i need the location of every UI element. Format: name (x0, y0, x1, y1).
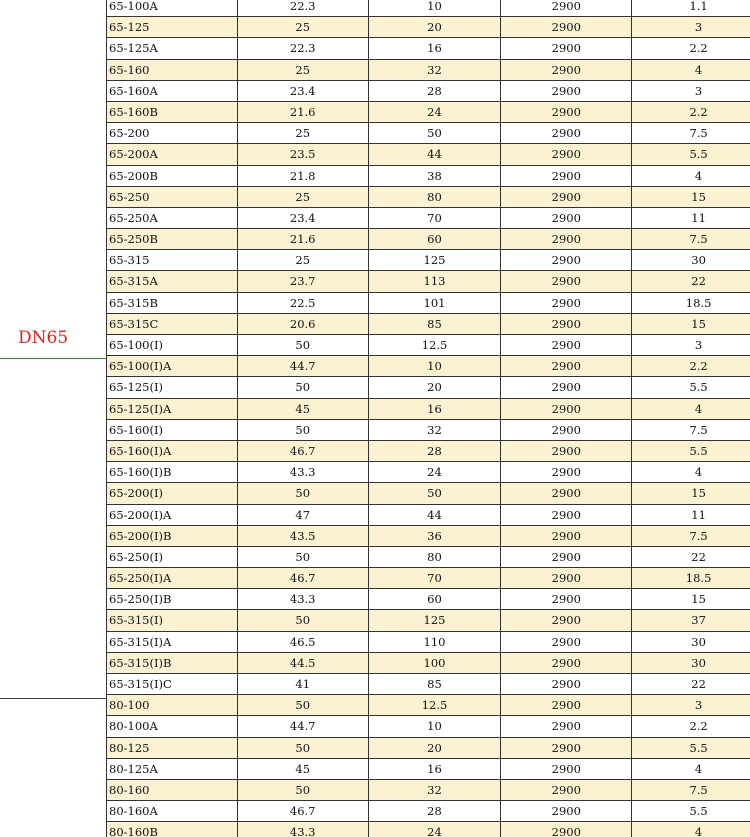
cell-head[interactable]: 23.7 (238, 271, 369, 291)
cell-model[interactable]: 80-125A (107, 759, 238, 779)
cell-power[interactable]: 4 (632, 462, 750, 482)
cell-head[interactable]: 46.7 (238, 568, 369, 588)
table-row[interactable] (106, 610, 750, 631)
table-row[interactable] (106, 250, 750, 271)
cell-power[interactable]: 30 (632, 250, 750, 270)
table-row[interactable] (106, 102, 750, 123)
cell-model[interactable]: 65-250B (107, 229, 238, 249)
cell-model[interactable]: 65-160(I)A (107, 441, 238, 461)
cell-power[interactable]: 37 (632, 610, 750, 630)
cell-speed[interactable]: 2900 (501, 547, 632, 567)
cell-power[interactable]: 5.5 (632, 801, 750, 821)
table-row[interactable] (106, 271, 750, 292)
cell-head[interactable]: 25 (238, 250, 369, 270)
cell-head[interactable]: 50 (238, 695, 369, 715)
cell-flow[interactable]: 60 (369, 589, 502, 609)
group-separator-black (0, 698, 106, 699)
cell-model[interactable]: 80-160 (107, 780, 238, 800)
cell-model[interactable]: 80-100A (107, 716, 238, 736)
cell-head[interactable]: 50 (238, 780, 369, 800)
table-row[interactable] (106, 441, 750, 462)
cell-speed[interactable]: 2900 (501, 166, 632, 186)
cell-model[interactable]: 80-160A (107, 801, 238, 821)
cell-model[interactable]: 65-200(I)B (107, 526, 238, 546)
cell-flow[interactable]: 85 (369, 314, 502, 334)
cell-power[interactable]: 3 (632, 695, 750, 715)
cell-speed[interactable]: 2900 (501, 60, 632, 80)
cell-power[interactable]: 7.5 (632, 123, 750, 143)
cell-flow[interactable]: 10 (369, 716, 502, 736)
cell-speed[interactable]: 2900 (501, 505, 632, 525)
cell-model[interactable]: 65-160A (107, 81, 238, 101)
cell-model[interactable]: 65-315B (107, 293, 238, 313)
cell-speed[interactable]: 2900 (501, 483, 632, 503)
cell-model[interactable]: 65-100A (107, 0, 238, 16)
cell-power[interactable]: 5.5 (632, 144, 750, 164)
cell-power[interactable]: 2.2 (632, 716, 750, 736)
cell-model[interactable]: 65-100(I)A (107, 356, 238, 376)
cell-model[interactable]: 80-125 (107, 738, 238, 758)
cell-flow[interactable]: 101 (369, 293, 502, 313)
cell-flow[interactable]: 28 (369, 441, 502, 461)
cell-speed[interactable]: 2900 (501, 822, 632, 837)
table-row[interactable] (106, 738, 750, 759)
table-row[interactable] (106, 526, 750, 547)
table-row[interactable] (106, 17, 750, 38)
table-row[interactable] (106, 166, 750, 187)
cell-flow[interactable]: 24 (369, 822, 502, 837)
table-row[interactable] (106, 801, 750, 822)
cell-speed[interactable]: 2900 (501, 653, 632, 673)
cell-head[interactable]: 50 (238, 335, 369, 355)
cell-head[interactable]: 21.6 (238, 229, 369, 249)
cell-model[interactable]: 65-315(I) (107, 610, 238, 630)
cell-model[interactable]: 65-160 (107, 60, 238, 80)
cell-power[interactable]: 5.5 (632, 441, 750, 461)
table-row[interactable] (106, 716, 750, 737)
cell-head[interactable]: 25 (238, 123, 369, 143)
cell-power[interactable]: 7.5 (632, 420, 750, 440)
group-label-column (0, 0, 106, 837)
cell-flow[interactable]: 38 (369, 166, 502, 186)
table-row[interactable] (106, 356, 750, 377)
cell-flow[interactable]: 28 (369, 81, 502, 101)
cell-speed[interactable]: 2900 (501, 229, 632, 249)
cell-model[interactable]: 65-250A (107, 208, 238, 228)
cell-speed[interactable]: 2900 (501, 526, 632, 546)
cell-flow[interactable]: 125 (369, 250, 502, 270)
cell-power[interactable]: 30 (632, 632, 750, 652)
table-row[interactable] (106, 293, 750, 314)
cell-flow[interactable]: 80 (369, 547, 502, 567)
table-row[interactable] (106, 568, 750, 589)
cell-head[interactable]: 43.5 (238, 526, 369, 546)
table-row[interactable] (106, 38, 750, 59)
cell-head[interactable]: 43.3 (238, 822, 369, 837)
cell-head[interactable]: 50 (238, 610, 369, 630)
cell-speed[interactable]: 2900 (501, 674, 632, 694)
cell-head[interactable]: 50 (238, 377, 369, 397)
cell-model[interactable]: 65-250(I)B (107, 589, 238, 609)
table-row[interactable] (106, 335, 750, 356)
cell-head[interactable]: 41 (238, 674, 369, 694)
pump-spec-table (106, 0, 750, 837)
cell-head[interactable]: 25 (238, 187, 369, 207)
cell-model[interactable]: 65-315(I)A (107, 632, 238, 652)
cell-flow[interactable]: 110 (369, 632, 502, 652)
cell-flow[interactable]: 10 (369, 0, 502, 16)
cell-model[interactable]: 65-315(I)B (107, 653, 238, 673)
cell-speed[interactable]: 2900 (501, 568, 632, 588)
cell-speed[interactable]: 2900 (501, 144, 632, 164)
cell-power[interactable]: 15 (632, 314, 750, 334)
cell-head[interactable]: 46.7 (238, 441, 369, 461)
cell-speed[interactable]: 2900 (501, 38, 632, 58)
cell-flow[interactable]: 20 (369, 377, 502, 397)
cell-speed[interactable]: 2900 (501, 17, 632, 37)
cell-speed[interactable]: 2900 (501, 102, 632, 122)
cell-speed[interactable]: 2900 (501, 293, 632, 313)
table-row[interactable] (106, 208, 750, 229)
cell-flow[interactable]: 100 (369, 653, 502, 673)
cell-speed[interactable]: 2900 (501, 377, 632, 397)
cell-head[interactable]: 43.3 (238, 462, 369, 482)
cell-head[interactable]: 47 (238, 505, 369, 525)
cell-model[interactable]: 65-100(I) (107, 335, 238, 355)
cell-model[interactable]: 65-200(I)A (107, 505, 238, 525)
cell-model[interactable]: 65-125A (107, 38, 238, 58)
cell-flow[interactable]: 36 (369, 526, 502, 546)
table-row[interactable] (106, 420, 750, 441)
cell-head[interactable]: 50 (238, 483, 369, 503)
cell-flow[interactable]: 70 (369, 208, 502, 228)
group-label-dn65: DN65 (18, 328, 69, 348)
cell-power[interactable]: 22 (632, 271, 750, 291)
cell-power[interactable]: 15 (632, 589, 750, 609)
cell-power[interactable]: 22 (632, 547, 750, 567)
cell-head[interactable]: 50 (238, 547, 369, 567)
table-row[interactable] (106, 0, 750, 17)
table-row[interactable] (106, 653, 750, 674)
table-row[interactable] (106, 547, 750, 568)
cell-speed[interactable]: 2900 (501, 208, 632, 228)
cell-power[interactable]: 7.5 (632, 526, 750, 546)
table-row[interactable] (106, 780, 750, 801)
cell-speed[interactable]: 2900 (501, 589, 632, 609)
cell-speed[interactable]: 2900 (501, 123, 632, 143)
cell-model[interactable]: 80-160B (107, 822, 238, 837)
cell-power[interactable]: 15 (632, 483, 750, 503)
cell-power[interactable]: 4 (632, 822, 750, 837)
cell-model[interactable]: 65-250(I) (107, 547, 238, 567)
cell-head[interactable]: 44.7 (238, 716, 369, 736)
cell-head[interactable]: 50 (238, 420, 369, 440)
cell-power[interactable]: 4 (632, 166, 750, 186)
cell-model[interactable]: 65-200 (107, 123, 238, 143)
cell-flow[interactable]: 24 (369, 102, 502, 122)
cell-power[interactable]: 7.5 (632, 229, 750, 249)
table-row[interactable] (106, 483, 750, 504)
cell-power[interactable]: 2.2 (632, 38, 750, 58)
cell-model[interactable]: 65-160(I)B (107, 462, 238, 482)
cell-flow[interactable]: 113 (369, 271, 502, 291)
cell-head[interactable]: 45 (238, 759, 369, 779)
cell-speed[interactable]: 2900 (501, 314, 632, 334)
cell-power[interactable]: 7.5 (632, 780, 750, 800)
cell-flow[interactable]: 20 (369, 738, 502, 758)
cell-power[interactable]: 18.5 (632, 568, 750, 588)
cell-flow[interactable]: 125 (369, 610, 502, 630)
table-row[interactable] (106, 81, 750, 102)
cell-flow[interactable]: 80 (369, 187, 502, 207)
table-row[interactable] (106, 399, 750, 420)
cell-flow[interactable]: 28 (369, 801, 502, 821)
cell-power[interactable]: 22 (632, 674, 750, 694)
cell-head[interactable]: 22.3 (238, 38, 369, 58)
cell-model[interactable]: 65-315A (107, 271, 238, 291)
cell-flow[interactable]: 12.5 (369, 335, 502, 355)
cell-head[interactable]: 43.3 (238, 589, 369, 609)
cell-speed[interactable]: 2900 (501, 716, 632, 736)
cell-head[interactable]: 25 (238, 17, 369, 37)
cell-power[interactable]: 2.2 (632, 356, 750, 376)
cell-model[interactable]: 80-100 (107, 695, 238, 715)
cell-power[interactable]: 3 (632, 17, 750, 37)
table-row[interactable] (106, 695, 750, 716)
cell-model[interactable]: 65-200B (107, 166, 238, 186)
cell-model[interactable]: 65-200(I) (107, 483, 238, 503)
cell-flow[interactable]: 20 (369, 17, 502, 37)
table-row[interactable] (106, 759, 750, 780)
cell-model[interactable]: 65-250(I)A (107, 568, 238, 588)
cell-power[interactable]: 4 (632, 759, 750, 779)
cell-flow[interactable]: 50 (369, 483, 502, 503)
table-row[interactable] (106, 314, 750, 335)
group-separator-green (0, 358, 106, 359)
cell-power[interactable]: 2.2 (632, 102, 750, 122)
cell-power[interactable]: 1.1 (632, 0, 750, 16)
cell-flow[interactable]: 16 (369, 399, 502, 419)
cell-speed[interactable]: 2900 (501, 356, 632, 376)
cell-flow[interactable]: 85 (369, 674, 502, 694)
cell-speed[interactable]: 2900 (501, 759, 632, 779)
cell-model[interactable]: 65-160B (107, 102, 238, 122)
cell-head[interactable]: 44.5 (238, 653, 369, 673)
cell-head[interactable]: 20.6 (238, 314, 369, 334)
table-row[interactable] (106, 632, 750, 653)
table-row[interactable] (106, 822, 750, 837)
cell-flow[interactable]: 10 (369, 356, 502, 376)
cell-flow[interactable]: 24 (369, 462, 502, 482)
cell-speed[interactable]: 2900 (501, 780, 632, 800)
cell-power[interactable]: 4 (632, 399, 750, 419)
cell-model[interactable]: 65-315 (107, 250, 238, 270)
cell-model[interactable]: 65-315C (107, 314, 238, 334)
cell-head[interactable]: 22.3 (238, 0, 369, 16)
cell-model[interactable]: 65-125(I) (107, 377, 238, 397)
cell-head[interactable]: 46.5 (238, 632, 369, 652)
cell-head[interactable]: 21.8 (238, 166, 369, 186)
cell-flow[interactable]: 60 (369, 229, 502, 249)
cell-flow[interactable]: 16 (369, 759, 502, 779)
cell-speed[interactable]: 2900 (501, 271, 632, 291)
cell-head[interactable]: 25 (238, 60, 369, 80)
cell-model[interactable]: 65-315(I)C (107, 674, 238, 694)
table-row[interactable] (106, 187, 750, 208)
table-row[interactable] (106, 589, 750, 610)
cell-speed[interactable]: 2900 (501, 187, 632, 207)
table-row[interactable] (106, 505, 750, 526)
cell-flow[interactable]: 32 (369, 60, 502, 80)
cell-flow[interactable]: 32 (369, 780, 502, 800)
cell-flow[interactable]: 44 (369, 505, 502, 525)
cell-flow[interactable]: 44 (369, 144, 502, 164)
cell-flow[interactable]: 32 (369, 420, 502, 440)
cell-speed[interactable]: 2900 (501, 250, 632, 270)
cell-head[interactable]: 23.5 (238, 144, 369, 164)
cell-power[interactable]: 11 (632, 208, 750, 228)
cell-speed[interactable]: 2900 (501, 441, 632, 461)
cell-model[interactable]: 65-125(I)A (107, 399, 238, 419)
cell-model[interactable]: 65-160(I) (107, 420, 238, 440)
cell-speed[interactable]: 2900 (501, 0, 632, 16)
cell-flow[interactable]: 50 (369, 123, 502, 143)
cell-power[interactable]: 11 (632, 505, 750, 525)
cell-speed[interactable]: 2900 (501, 738, 632, 758)
table-row[interactable] (106, 60, 750, 81)
cell-speed[interactable]: 2900 (501, 81, 632, 101)
table-row[interactable] (106, 229, 750, 250)
cell-speed[interactable]: 2900 (501, 632, 632, 652)
cell-power[interactable]: 5.5 (632, 738, 750, 758)
cell-head[interactable]: 50 (238, 738, 369, 758)
cell-flow[interactable]: 70 (369, 568, 502, 588)
cell-speed[interactable]: 2900 (501, 399, 632, 419)
cell-head[interactable]: 23.4 (238, 81, 369, 101)
cell-flow[interactable]: 16 (369, 38, 502, 58)
cell-head[interactable]: 45 (238, 399, 369, 419)
cell-speed[interactable]: 2900 (501, 695, 632, 715)
cell-speed[interactable]: 2900 (501, 801, 632, 821)
cell-power[interactable]: 30 (632, 653, 750, 673)
table-row[interactable] (106, 123, 750, 144)
cell-head[interactable]: 22.5 (238, 293, 369, 313)
cell-model[interactable]: 65-200A (107, 144, 238, 164)
cell-head[interactable]: 21.6 (238, 102, 369, 122)
cell-flow[interactable]: 12.5 (369, 695, 502, 715)
cell-model[interactable]: 65-250 (107, 187, 238, 207)
cell-head[interactable]: 23.4 (238, 208, 369, 228)
cell-power[interactable]: 15 (632, 187, 750, 207)
cell-power[interactable]: 5.5 (632, 377, 750, 397)
cell-model[interactable]: 65-125 (107, 17, 238, 37)
table-row[interactable] (106, 377, 750, 398)
cell-power[interactable]: 3 (632, 335, 750, 355)
cell-speed[interactable]: 2900 (501, 610, 632, 630)
cell-speed[interactable]: 2900 (501, 462, 632, 482)
cell-power[interactable]: 3 (632, 81, 750, 101)
cell-head[interactable]: 46.7 (238, 801, 369, 821)
table-row[interactable] (106, 462, 750, 483)
cell-head[interactable]: 44.7 (238, 356, 369, 376)
cell-speed[interactable]: 2900 (501, 420, 632, 440)
table-row[interactable] (106, 144, 750, 165)
cell-power[interactable]: 18.5 (632, 293, 750, 313)
cell-speed[interactable]: 2900 (501, 335, 632, 355)
table-row[interactable] (106, 674, 750, 695)
cell-power[interactable]: 4 (632, 60, 750, 80)
